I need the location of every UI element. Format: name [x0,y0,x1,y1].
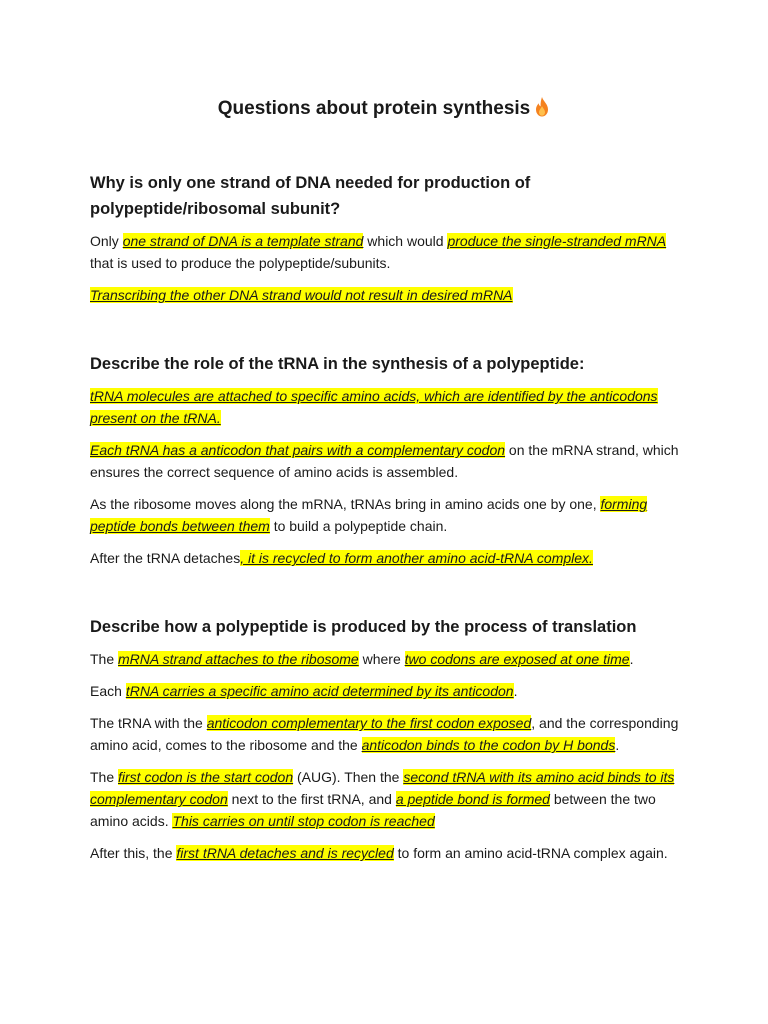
body-text: , and the corresponding amino acid, comes to the ribosome and the [90,715,679,753]
paragraph [90,284,680,306]
paragraph [90,766,680,832]
highlighted-text: , it is recycled to form another amino acid-tRNA complex. [240,550,593,566]
body-text: As the ribosome moves along the mRNA, tRNAs bring in amino acids one by one, [90,496,601,512]
body-text: which would [363,233,448,249]
paragraph [90,547,680,569]
body-text: where [358,651,405,667]
highlighted-text: first tRNA detaches and is recycled [176,845,394,861]
body-text: on the mRNA strand, which ensures the correct sequence of amino acids is assembled. [90,442,679,480]
paragraph [90,385,680,429]
section-trna-role [90,351,680,579]
page-title-text: Questions about protein synthesis [217,98,531,119]
section-body [90,230,680,306]
section-body [90,648,680,864]
body-text: Only [90,233,123,249]
highlighted-text: mRNA strand attaches to the ribosome [118,651,359,667]
paragraph [90,712,680,756]
highlighted-text: This carries on until stop codon is reached [172,813,435,829]
body-text: (AUG). Then the [293,769,404,785]
highlighted-text: produce the single-stranded mRNA [447,233,667,249]
section-body [90,385,680,569]
body-text: The [90,769,119,785]
section-dna-strand [90,170,680,316]
highlighted-text: anticodon binds to the codon by H bonds [361,737,616,753]
fire-icon [534,97,550,125]
section-heading: Describe how a polypeptide is produced by the process of translation [90,618,637,636]
highlighted-text: anticodon complementary to the first codon exposed [206,715,532,731]
body-text: . [513,683,518,699]
body-text: After this, the [90,845,177,861]
paragraph [90,648,680,670]
highlighted-text: one strand of DNA is a template strand [122,233,364,249]
highlighted-text: Each tRNA has a anticodon that pairs with a complementary codon [90,442,506,458]
highlighted-text: Transcribing the other DNA strand would not result in desired mRNA [90,287,513,303]
body-text: After the tRNA detaches [90,550,241,566]
highlighted-text: forming peptide bonds between them [90,496,648,534]
body-text: The [90,651,119,667]
paragraph [90,230,680,274]
section-heading: Describe the role of the tRNA in the synthesis of a polypeptide: [90,355,585,373]
paragraph [90,439,680,483]
highlighted-text: second tRNA with its amino acid binds to its complementary codon [90,769,675,807]
highlighted-text: two codons are exposed at one time [404,651,630,667]
highlighted-text: a peptide bond is formed [395,791,550,807]
body-text: . [629,651,634,667]
body-text: to build a polypeptide chain. [269,518,448,534]
highlighted-text: tRNA molecules are attached to specific amino acids, which are identified by the anticodons present on the tRNA. [90,388,658,426]
section-heading: Why is only one strand of DNA needed for production of polypeptide/ribosomal subunit? [90,174,531,218]
body-text: The tRNA with the [90,715,207,731]
body-text: next to the first tRNA, and [227,791,396,807]
page-title [0,96,768,125]
highlighted-text: tRNA carries a specific amino acid determined by its anticodon [125,683,514,699]
paragraph [90,493,680,537]
body-text: . [615,737,620,753]
body-text: between the two amino acids. [90,791,656,829]
section-translation [90,614,680,874]
body-text: that is used to produce the polypeptide/subunits. [90,255,391,271]
paragraph [90,842,680,864]
body-text: Each [90,683,126,699]
highlighted-text: first codon is the start codon [118,769,294,785]
paragraph [90,680,680,702]
body-text: to form an amino acid-tRNA complex again. [393,845,668,861]
